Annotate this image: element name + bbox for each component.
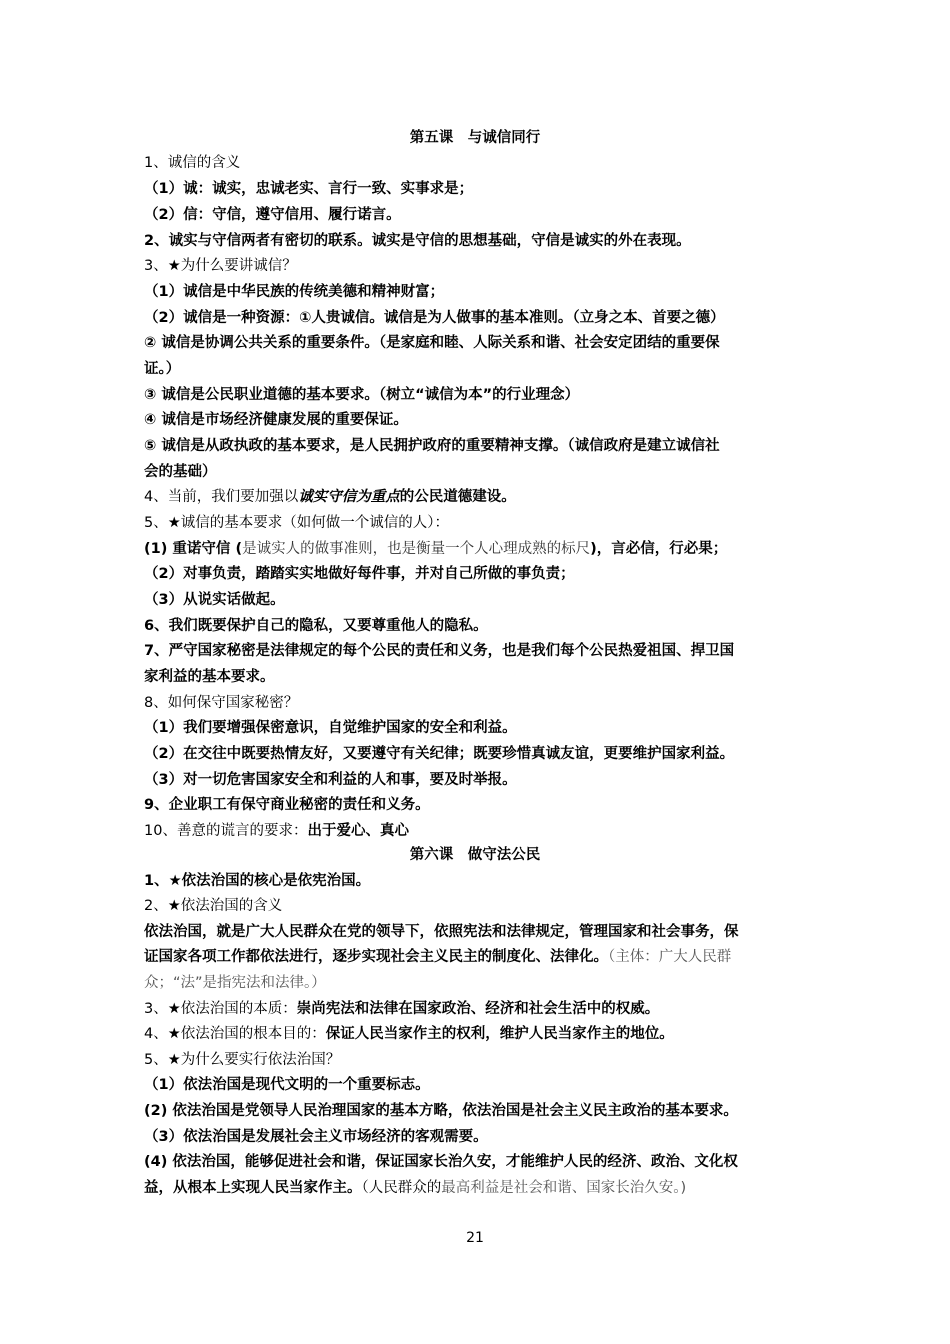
item-3-heading: 3、★为什么要讲诚信？	[144, 258, 297, 274]
text-line: ④ 诚信是市场经济健康发展的重要保证。	[144, 412, 408, 428]
text-line: （3）对一切危害国家安全和利益的人和事，要及时举报。	[144, 772, 517, 788]
text-line: （1）诚信是中华民族的传统美德和精神财富；	[144, 284, 445, 300]
text-line: （2）信：守信，遵守信用、履行诺言。	[144, 207, 401, 223]
text-line: 7、严守国家秘密是法律规定的每个公民的责任和义务，也是我们每个公民热爱祖国、捍卫国	[144, 643, 735, 659]
text-line	[144, 537, 820, 563]
text-span: 10、善意的谎言的要求：	[144, 823, 308, 839]
text-line: 依法治国，就是广大人民群众在党的领导下，依照宪法和法律规定，管理国家和社会事务，保	[144, 924, 739, 940]
text-line: (2) 依法治国是党领导人民治理国家的基本方略，依法治国是社会主义民主政治的基本要求。	[144, 1103, 738, 1119]
text-line	[144, 819, 820, 845]
text-line: 会的基础）	[144, 464, 217, 480]
item-2-heading: 2、★依法治国的含义	[144, 898, 283, 914]
text-line: 2、诚实与守信两者有密切的联系。诚实是守信的思想基础，守信是诚实的外在表现。	[144, 233, 691, 249]
text-line: （2）在交往中既要热情友好，又要遵守有关纪律；既要珍惜真诚友谊，更要维护国家利益。	[144, 746, 735, 762]
text-line: （1）我们要增强保密意识，自觉维护国家的安全和利益。	[144, 720, 517, 736]
text-line: 证。）	[144, 361, 181, 377]
text-span: 保证人民当家作主的权利，维护人民当家作主的地位。	[325, 1026, 674, 1042]
item-5-heading: 5、★诚信的基本要求（如何做一个诚信的人）：	[144, 515, 449, 531]
text-span: (1) 重诺守信 (	[144, 541, 243, 557]
text-span: 益，从根本上实现人民当家作主。	[144, 1180, 362, 1196]
text-line: （2）对事负责，踏踏实实地做好每件事，并对自己所做的事负责；	[144, 566, 575, 582]
item-1-heading: 1、诚信的含义	[144, 155, 241, 171]
lesson6-title: 第六课 做守法公民	[409, 847, 541, 863]
text-span: 4、当前，我们要加强以	[144, 489, 299, 505]
note-text: 众；“法”是指宪法和法律。）	[144, 975, 326, 991]
emphasis-text: 诚实守信为重点	[298, 489, 400, 505]
text-line: ③ 诚信是公民职业道德的基本要求。（树立“诚信为本”的行业理念）	[144, 387, 580, 403]
text-line: 家利益的基本要求。	[144, 669, 275, 685]
text-line: 1、★依法治国的核心是依宪治国。	[144, 873, 371, 889]
text-line: ⑤ 诚信是从政执政的基本要求，是人民拥护政府的重要精神支撑。（诚信政府是建立诚信社	[144, 438, 720, 454]
note-text: 是诚实人的做事准则，也是衡量一个人心理成熟的标尺	[242, 541, 591, 557]
note-text: （人民群众的	[361, 1180, 442, 1196]
text-line: （3）从说实话做起。	[144, 592, 285, 608]
text-line	[144, 1176, 820, 1202]
text-span: 4、★依法治国的根本目的：	[144, 1026, 326, 1042]
text-line	[144, 997, 820, 1023]
lesson5-title: 第五课 与诚信同行	[409, 130, 541, 146]
text-line	[144, 945, 820, 971]
text-line: ② 诚信是协调公共关系的重要条件。（是家庭和睦、人际关系和谐、社会安定团结的重要保	[144, 335, 720, 351]
text-span: 出于爱心、真心	[307, 823, 409, 839]
text-line: （2）诚信是一种资源：①人贵诚信。诚信是为人做事的基本准则。（立身之本、首要之德）	[144, 310, 725, 326]
page-number: 21	[466, 1230, 484, 1246]
text-span: 3、★依法治国的本质：	[144, 1001, 297, 1017]
text-span: 的公民道德建设。	[399, 489, 516, 505]
text-line: （1）诚：诚实，忠诚老实、言行一致、实事求是；	[144, 181, 474, 197]
text-span: )，言必信，行必果；	[590, 541, 728, 557]
item-8-heading: 8、如何保守国家秘密？	[144, 695, 299, 711]
item-5-heading: 5、★为什么要实行依法治国？	[144, 1052, 341, 1068]
text-line: 9、企业职工有保守商业秘密的责任和义务。	[144, 797, 430, 813]
text-line	[144, 485, 820, 511]
text-span: 证国家各项工作都依法进行，逐步实现社会主义民主的制度化、法律化。	[144, 949, 608, 965]
text-line: 6、我们既要保护自己的隐私，又要尊重他人的隐私。	[144, 618, 488, 634]
text-line: （3）依法治国是发展社会主义市场经济的客观需要。	[144, 1129, 488, 1145]
text-span: 崇尚宪法和法律在国家政治、经济和社会生活中的权威。	[296, 1001, 660, 1017]
note-text: （主体：广大人民群	[608, 949, 732, 965]
text-line: (4) 依法治国，能够促进社会和谐，保证国家长治久安，才能维护人民的经济、政治、文化权	[144, 1154, 738, 1170]
text-line	[144, 1022, 820, 1048]
text-line: （1）依法治国是现代文明的一个重要标志。	[144, 1077, 430, 1093]
note-text: 最高利益是社会和谐、国家长治久安。)	[441, 1180, 687, 1196]
